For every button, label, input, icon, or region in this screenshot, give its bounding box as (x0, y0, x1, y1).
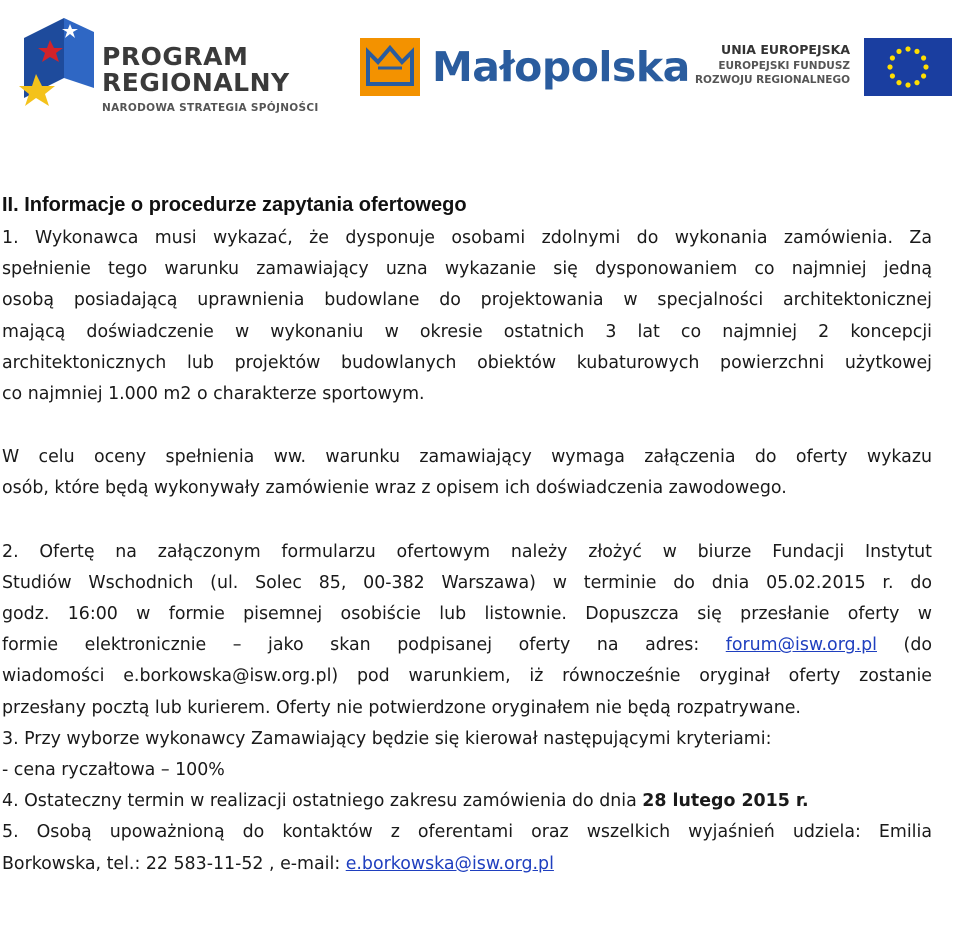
section-5-paragraph (2, 817, 932, 879)
deadline-date: 28 lutego 2015 r. (642, 791, 809, 812)
section-heading: II. Informacje o procedurze zapytania ofertowego (2, 194, 467, 216)
section-3-paragraph (2, 724, 932, 786)
section-1-line: co najmniej 1.000 m2 o charakterze sportowym. (2, 384, 425, 405)
section-2-line: godz. 16:00 w formie pisemnej osobiście lub listownie. Dopuszcza się przesłanie oferty w (2, 604, 932, 625)
section-2-line: wiadomości e.borkowska@isw.org.pl) pod warunkiem, iż równocześnie oryginał oferty zostanie (2, 666, 932, 687)
section-4-text: 4. Ostateczny termin w realizacji ostatniego zakresu zamówienia do dnia (2, 791, 643, 812)
section-5-line: 5. Osobą upoważnioną do kontaktów z oferentami oraz wszelkich wyjaśnień udziela: Emilia (2, 822, 932, 843)
eu-flag-icon (864, 38, 952, 96)
section-1-line: 1. Wykonawca musi wykazać, że dysponuje osobami zdolnymi do wykonania zamówienia. Za (2, 228, 932, 248)
section-1b-line: W celu oceny spełnienia ww. warunku zamawiający wymaga załączenia do oferty wykazu (2, 447, 932, 468)
program-regionalny-logo (14, 18, 324, 113)
document-body (2, 190, 932, 880)
section-1b-line: osób, które będą wykonywały zamówienie wraz z opisem ich doświadczenia zawodowego. (2, 478, 787, 499)
section-5-contact-line (2, 849, 932, 880)
section-1-line: architektonicznych lub projektów budowlanych obiektów kubaturowych powierzchni użytkowej (2, 352, 932, 373)
section-2-line: przesłany pocztą lub kurierem. Oferty nie potwierdzone oryginałem nie będą rozpatrywane. (2, 697, 801, 718)
section-1-line: mającą doświadczenie w wykonaniu w okresie ostatnich 3 lat co najmniej 2 koncepcji (2, 321, 932, 342)
section-1-line: spełnienie tego warunku zamawiający uzna wykazanie się dysponowaniem co najmniej jedną (2, 259, 932, 280)
contact-email-link[interactable]: e.borkowska@isw.org.pl (345, 853, 554, 874)
section-3-line: 3. Przy wyborze wykonawcy Zamawiający będzie się kierował następującymi kryteriami: (2, 728, 772, 749)
section-2-line4-tail: (do (903, 635, 932, 656)
section-4-paragraph (2, 786, 932, 817)
section-2-line: 2. Ofertę na załączonym formularzu ofertowym należy złożyć w biurze Fundacji Instytut (2, 541, 932, 562)
program-regionalny-star-icon (14, 18, 98, 113)
malopolska-logo (360, 38, 690, 98)
section-2-paragraph (2, 537, 932, 724)
forum-email-link[interactable]: forum@isw.org.pl (725, 635, 877, 656)
malopolska-crown-icon (360, 38, 420, 96)
malopolska-name: Małopolska (432, 43, 690, 91)
section-5-contact-text: Borkowska, tel.: 22 583-11-52 , e-mail: (2, 853, 346, 874)
eu-logo-line2: EUROPEJSKI FUNDUSZ (718, 60, 850, 72)
program-logo-line3: NARODOWA STRATEGIA SPÓJNOŚCI (102, 102, 319, 114)
section-1-paragraph (2, 223, 932, 410)
section-1b-paragraph (2, 442, 932, 504)
program-logo-line2: REGIONALNY (102, 68, 290, 97)
section-2-line: Studiów Wschodnich (ul. Solec 85, 00-382 Warszawa) w terminie do dnia 05.02.2015 r. do (2, 572, 932, 593)
section-2-line-with-link (2, 630, 932, 661)
eu-logo-line3: ROZWOJU REGIONALNEGO (694, 74, 850, 86)
logo-header (0, 0, 960, 130)
section-4-line (2, 786, 932, 817)
eu-logo-line1: UNIA EUROPEJSKA (721, 42, 850, 57)
section-3-criterion: - cena ryczałtowa – 100% (2, 760, 225, 781)
eu-logo (694, 38, 952, 96)
section-1-line: osobą posiadającą uprawnienia budowlane do projektowania w specjalności architektonicznej (2, 290, 932, 311)
section-2-line4-text: formie elektronicznie – jako skan podpisanej oferty na adres: (2, 635, 700, 656)
program-logo-line1: PROGRAM (102, 42, 249, 71)
